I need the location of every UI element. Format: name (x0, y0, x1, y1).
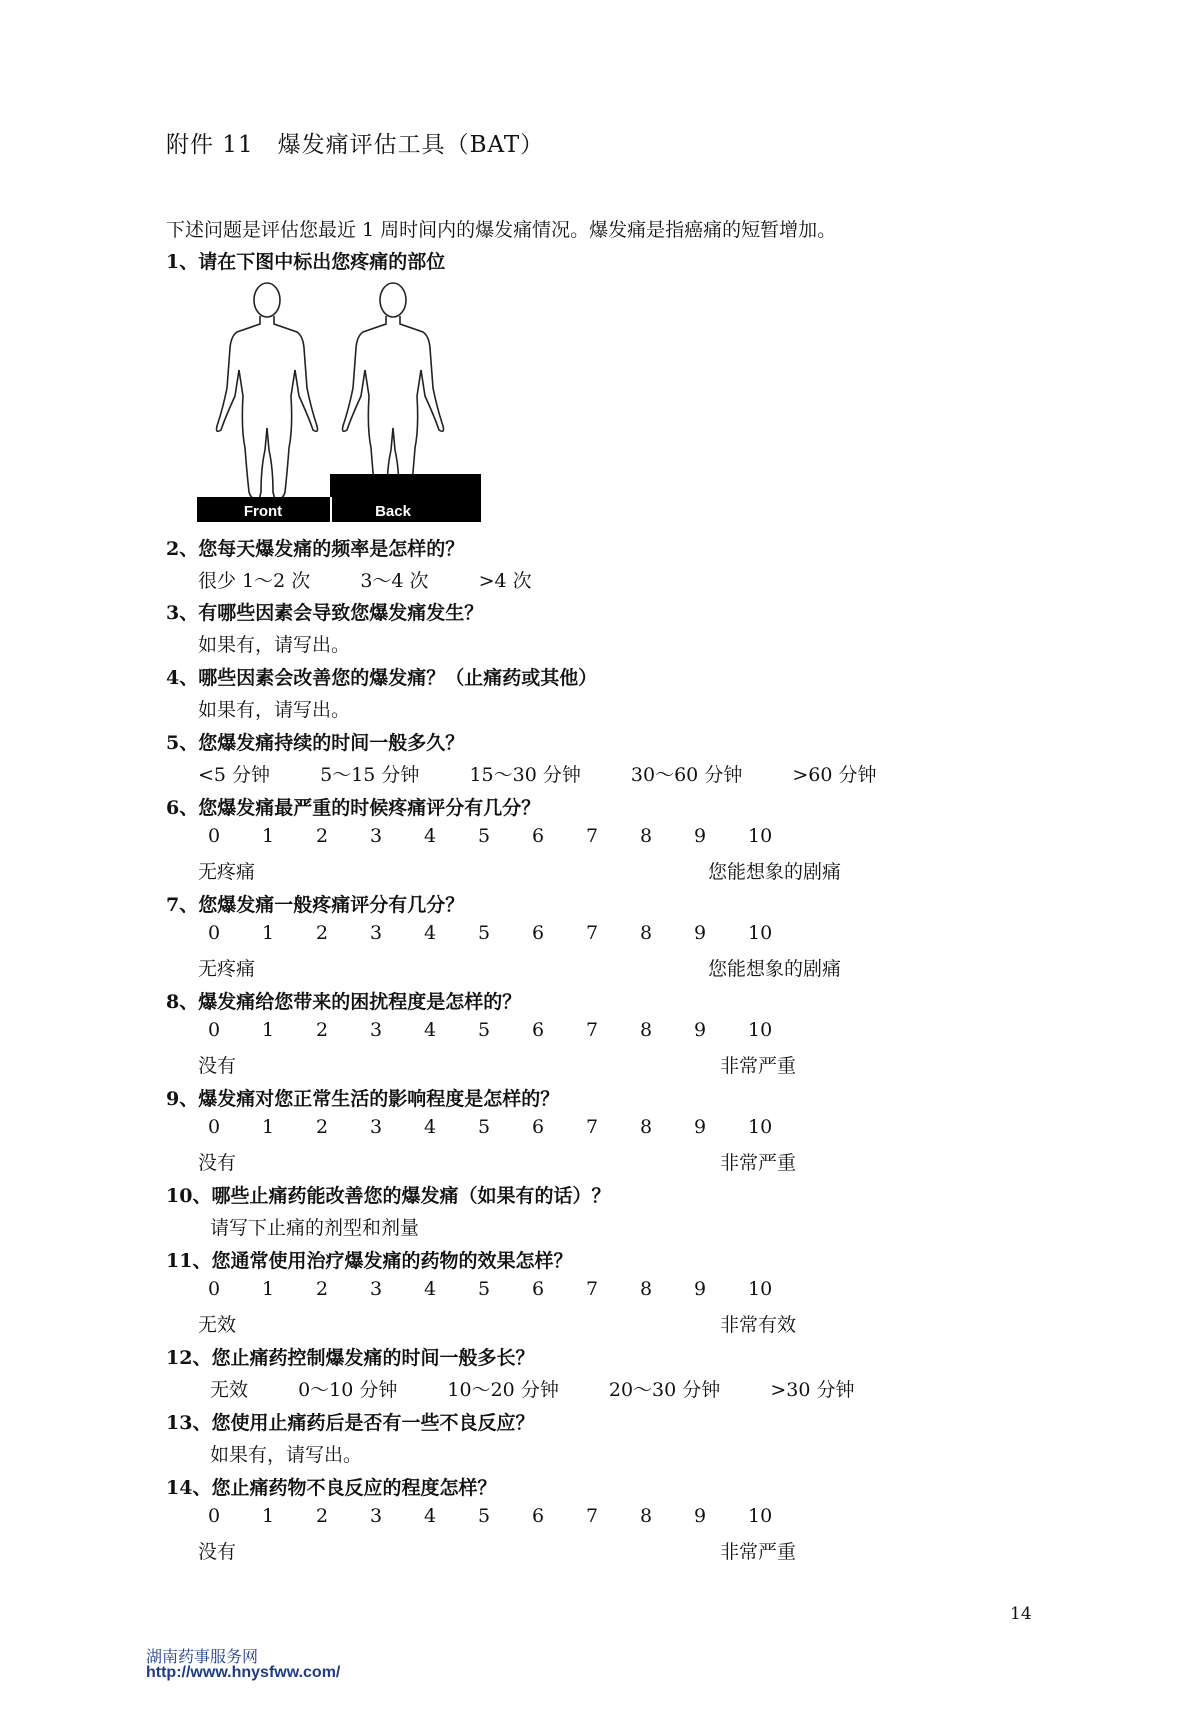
scale-number[interactable]: 10 (748, 1505, 773, 1527)
scale-number[interactable]: 9 (694, 1278, 707, 1300)
question-10: 10、哪些止痛药能改善您的爆发痛（如果有的话）？ (166, 1185, 611, 1207)
question-2-options (198, 566, 576, 593)
option[interactable]: 10～20 分钟 (447, 1379, 559, 1401)
question-3-answer[interactable]: 如果有，请写出。 (198, 634, 351, 656)
scale-number[interactable]: 7 (586, 1505, 599, 1527)
option[interactable]: 无效 (210, 1379, 249, 1401)
scale-high-anchor: 非常严重 (720, 1152, 797, 1174)
footer-url-link[interactable]: http://www.hnysfww.com/ (146, 1664, 341, 1681)
scale-number[interactable]: 8 (640, 1505, 653, 1527)
rating-scale (198, 922, 798, 946)
scale-number[interactable]: 1 (262, 1019, 275, 1041)
front-body-outline (217, 283, 318, 500)
scale-low-anchor: 无疼痛 (198, 861, 256, 883)
scale-number[interactable]: 10 (748, 922, 773, 944)
scale-number[interactable]: 4 (424, 1505, 437, 1527)
rating-scale (198, 1278, 798, 1302)
scale-number[interactable]: 8 (640, 1116, 653, 1138)
back-label: Back (375, 503, 411, 520)
scale-number[interactable]: 4 (424, 825, 437, 847)
scale-number[interactable]: 6 (532, 922, 545, 944)
scale-number[interactable]: 3 (370, 922, 383, 944)
footer-site-name: 湖南药事服务网 (146, 1647, 259, 1666)
option[interactable]: 0～10 分钟 (298, 1379, 398, 1401)
scale-number[interactable]: 6 (532, 1116, 545, 1138)
question-1: 1、请在下图中标出您疼痛的部位 (166, 251, 446, 273)
question-9: 9、爆发痛对您正常生活的影响程度是怎样的？ (166, 1088, 560, 1110)
rating-scale (198, 1116, 798, 1140)
scale-number[interactable]: 3 (370, 1116, 383, 1138)
scale-number[interactable]: 0 (208, 1116, 221, 1138)
front-label: Front (243, 503, 283, 520)
scale-number[interactable]: 5 (478, 1505, 491, 1527)
rating-scale (198, 825, 798, 849)
scale-low-anchor: 没有 (198, 1055, 237, 1077)
scale-number[interactable]: 8 (640, 922, 653, 944)
scale-number[interactable]: 8 (640, 825, 653, 847)
scale-number[interactable]: 5 (478, 922, 491, 944)
scale-number[interactable]: 6 (532, 825, 545, 847)
scale-number[interactable]: 7 (586, 922, 599, 944)
question-10-answer[interactable]: 请写下止痛的剂型和剂量 (210, 1217, 420, 1239)
scale-high-anchor: 非常严重 (720, 1055, 797, 1077)
scale-number[interactable]: 5 (478, 1116, 491, 1138)
scale-number[interactable]: 5 (478, 825, 491, 847)
scale-number[interactable]: 6 (532, 1019, 545, 1041)
question-13-answer[interactable]: 如果有，请写出。 (210, 1444, 363, 1466)
question-14: 14、您止痛药物不良反应的程度怎样？ (166, 1477, 497, 1499)
scale-low-anchor: 没有 (198, 1152, 237, 1174)
question-7: 7、您爆发痛一般疼痛评分有几分？ (166, 894, 465, 916)
scale-number[interactable]: 9 (694, 1505, 707, 1527)
scale-number[interactable]: 4 (424, 922, 437, 944)
scale-low-anchor: 无疼痛 (198, 958, 256, 980)
scale-number[interactable]: 8 (640, 1019, 653, 1041)
rating-scale (198, 1019, 798, 1043)
scale-number[interactable]: 2 (316, 1019, 329, 1041)
scale-number[interactable]: 9 (694, 922, 707, 944)
scale-low-anchor: 没有 (198, 1541, 237, 1563)
question-3: 3、有哪些因素会导致您爆发痛发生？ (166, 602, 484, 624)
scale-number[interactable]: 3 (370, 1505, 383, 1527)
option[interactable]: 20～30 分钟 (608, 1379, 721, 1401)
scale-number[interactable]: 0 (208, 1505, 221, 1527)
question-12: 12、您止痛药控制爆发痛的时间一般多长？ (166, 1347, 535, 1369)
scale-number[interactable]: 1 (262, 1505, 275, 1527)
scale-number[interactable]: 2 (316, 1116, 329, 1138)
rating-scale (198, 1505, 798, 1529)
page-number: 14 (1010, 1604, 1032, 1624)
scale-number[interactable]: 2 (316, 922, 329, 944)
scale-number[interactable]: 9 (694, 1116, 707, 1138)
option[interactable]: 3～4 次 (360, 570, 429, 592)
scale-number[interactable]: 7 (586, 1116, 599, 1138)
scale-number[interactable]: 0 (208, 1278, 221, 1300)
scale-number[interactable]: 1 (262, 922, 275, 944)
scale-number[interactable]: 2 (316, 825, 329, 847)
scale-number[interactable]: 0 (208, 922, 221, 944)
scale-number[interactable]: 10 (748, 825, 773, 847)
question-4: 4、哪些因素会改善您的爆发痛？（止痛药或其他） (166, 667, 598, 689)
option[interactable]: 30～60 分钟 (630, 764, 743, 786)
scale-number[interactable]: 2 (316, 1278, 329, 1300)
question-8: 8、爆发痛给您带来的困扰程度是怎样的？ (166, 991, 522, 1013)
scale-high-anchor: 非常严重 (720, 1541, 797, 1563)
scale-number[interactable]: 10 (748, 1116, 773, 1138)
scale-number[interactable]: 10 (748, 1019, 773, 1041)
question-2: 2、您每天爆发痛的频率是怎样的？ (166, 538, 465, 560)
option[interactable]: 很少 1～2 次 (198, 570, 311, 592)
scale-high-anchor: 您能想象的剧痛 (708, 861, 842, 883)
scale-number[interactable]: 9 (694, 1019, 707, 1041)
question-11: 11、您通常使用治疗爆发痛的药物的效果怎样？ (166, 1250, 573, 1272)
scale-number[interactable]: 5 (478, 1278, 491, 1300)
option[interactable]: >30 分钟 (770, 1379, 855, 1401)
scale-low-anchor: 无效 (198, 1314, 237, 1336)
question-12-options (210, 1375, 898, 1402)
scale-number[interactable]: 7 (586, 1019, 599, 1041)
scale-number[interactable]: 1 (262, 1116, 275, 1138)
question-6: 6、您爆发痛最严重的时候疼痛评分有几分？ (166, 797, 541, 819)
scale-number[interactable]: 7 (586, 1278, 599, 1300)
question-5: 5、您爆发痛持续的时间一般多久？ (166, 732, 465, 754)
scale-number[interactable]: 6 (532, 1505, 545, 1527)
scale-number[interactable]: 6 (532, 1278, 545, 1300)
scale-number[interactable]: 4 (424, 1019, 437, 1041)
scale-number[interactable]: 1 (262, 825, 275, 847)
question-5-options (198, 760, 921, 787)
scale-high-anchor: 非常有效 (720, 1314, 797, 1336)
option[interactable]: >60 分钟 (792, 764, 877, 786)
option[interactable]: 5～15 分钟 (320, 764, 420, 786)
option[interactable]: <5 分钟 (198, 764, 271, 786)
scale-number[interactable]: 3 (370, 1019, 383, 1041)
scale-number[interactable]: 3 (370, 1278, 383, 1300)
scale-number[interactable]: 4 (424, 1278, 437, 1300)
scale-number[interactable]: 3 (370, 825, 383, 847)
scale-number[interactable]: 2 (316, 1505, 329, 1527)
question-4-answer[interactable]: 如果有，请写出。 (198, 699, 351, 721)
intro-text: 下述问题是评估您最近 1 周时间内的爆发痛情况。爆发痛是指癌痛的短暂增加。 (166, 219, 837, 241)
scale-number[interactable]: 4 (424, 1116, 437, 1138)
back-body-outline (343, 283, 444, 500)
question-13: 13、您使用止痛药后是否有一些不良反应？ (166, 1412, 535, 1434)
scale-number[interactable]: 0 (208, 825, 221, 847)
scale-number[interactable]: 1 (262, 1278, 275, 1300)
page-title: 附件 11 爆发痛评估工具（BAT） (166, 132, 545, 158)
option[interactable]: >4 次 (478, 570, 532, 592)
scale-number[interactable]: 8 (640, 1278, 653, 1300)
scale-number[interactable]: 10 (748, 1278, 773, 1300)
scale-number[interactable]: 0 (208, 1019, 221, 1041)
scale-number[interactable]: 7 (586, 825, 599, 847)
body-diagram (197, 278, 481, 522)
option[interactable]: 15～30 分钟 (469, 764, 581, 786)
scale-high-anchor: 您能想象的剧痛 (708, 958, 842, 980)
scale-number[interactable]: 5 (478, 1019, 491, 1041)
scale-number[interactable]: 9 (694, 825, 707, 847)
